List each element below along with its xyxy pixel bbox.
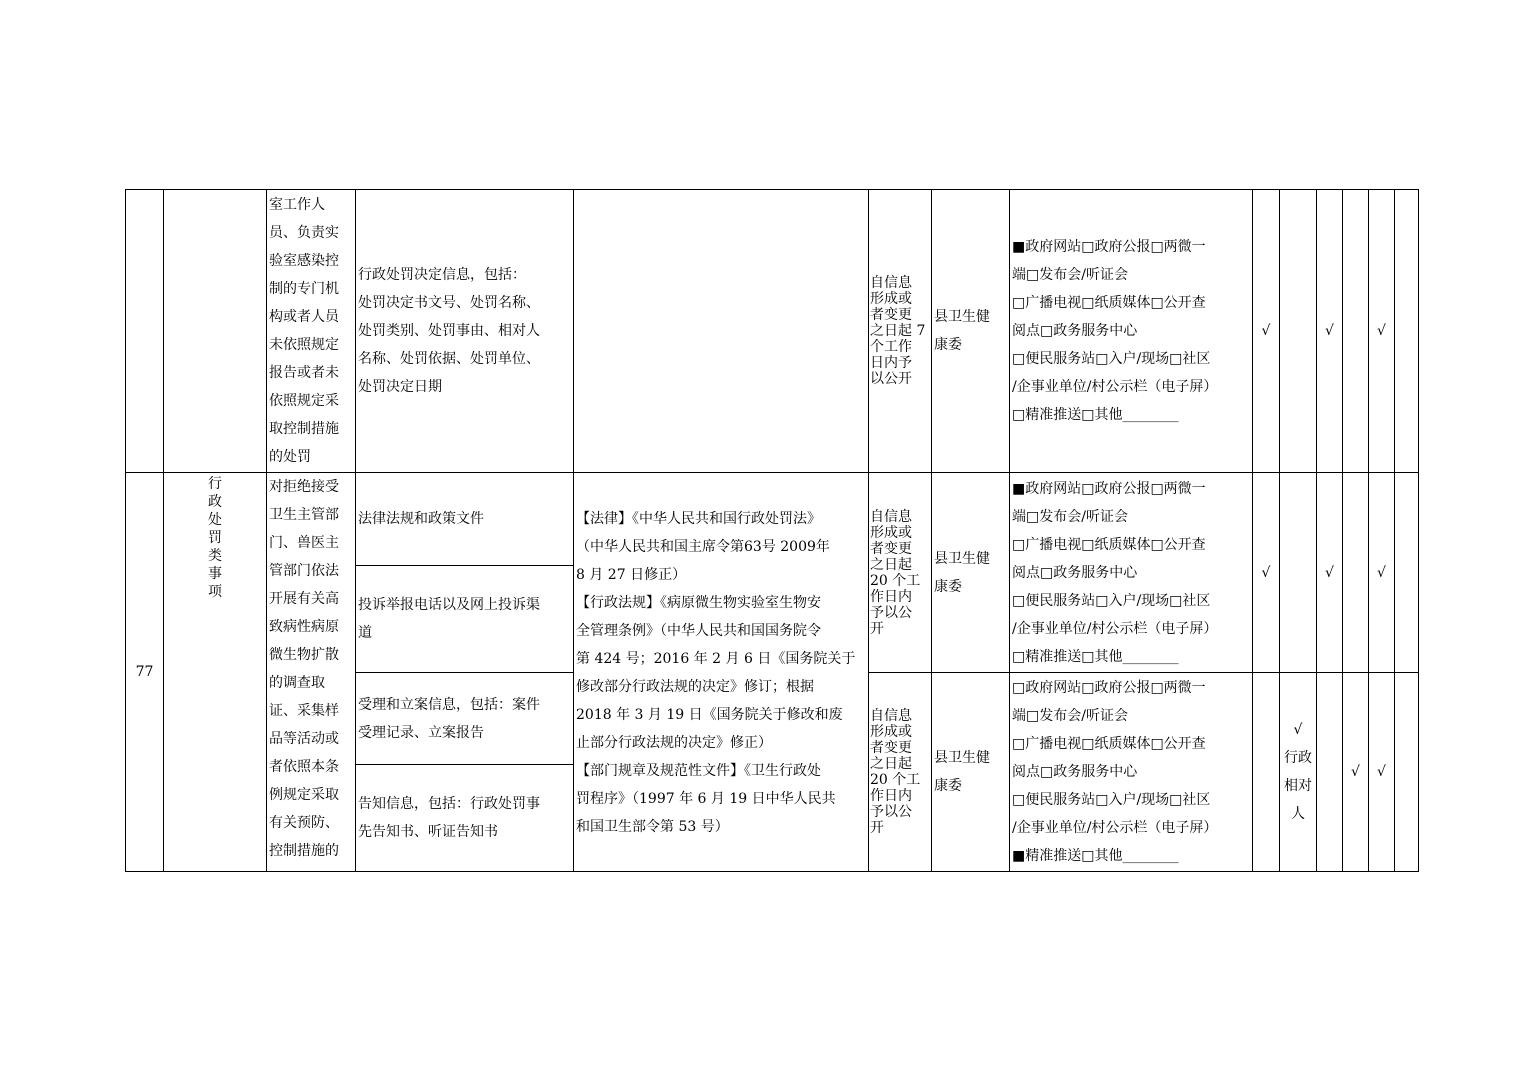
tick-cell-c [1317, 673, 1343, 872]
tick-cell-e: √ [1369, 473, 1395, 673]
disclosure-table [125, 189, 1419, 872]
info-cell: 法律法规和政策文件 [356, 473, 574, 566]
tick-cell-d [1343, 473, 1369, 673]
table-row [126, 190, 1419, 473]
tick-cell-c: √ [1317, 473, 1343, 673]
tick-cell-a: √ [1253, 190, 1280, 473]
tick-cell-f [1395, 473, 1419, 673]
basis-cell: 【法律】《中华人民共和国行政处罚法》 （中华人民共和国主席令第63号 2009年 8 月 27 日修正） 【行政法规】《病原微生物实验室生物安 全管理条例》（中华人民共和国国务院令 第 424 号；2016 年 2 月 6 日《国务院关于 修改部分行政法规的决定》修订；根据 2018 年 3 月 19 日《国务院关于修改和废 止部分行政法规的决定》修正） 【部门规章及规范性文件】《卫生行政处 罚程序》（1997 年 6 月 19 日中华人民共 和国卫生部令第 53 号） [574, 473, 869, 872]
dept-cell: 县卫生健 康委 [932, 673, 1010, 872]
category-cell [164, 190, 267, 473]
tick-cell-a [1253, 673, 1280, 872]
channels-cell: ■政府网站□政府公报□两微一 端□发布会/听证会 □广播电视□纸质媒体□公开查 阅点□政务服务中心 □便民服务站□入户/现场□社区 /企事业单位/村公示栏（电子屏） □精准推送□其他________ [1010, 473, 1253, 673]
tick-cell-a: √ [1253, 473, 1280, 673]
tick-cell-e: √ [1369, 190, 1395, 473]
channels-cell: ■政府网站□政府公报□两微一 端□发布会/听证会 □广播电视□纸质媒体□公开查 阅点□政务服务中心 □便民服务站□入户/现场□社区 /企事业单位/村公示栏（电子屏） □精准推送□其他________ [1010, 190, 1253, 473]
tick-cell-f [1395, 190, 1419, 473]
tick-cell-f [1395, 673, 1419, 872]
dept-cell: 县卫生健 康委 [932, 190, 1010, 473]
tick-cell-c: √ [1317, 190, 1343, 473]
dept-cell: 县卫生健 康委 [932, 473, 1010, 673]
basis-cell [574, 190, 869, 473]
tick-cell-b: √ 行政 相对 人 [1280, 673, 1317, 872]
period-cell: 自信息 形成或 者变更 之日起 7 个工作 日内予 以公开 [869, 190, 932, 473]
table-row [126, 473, 1419, 566]
tick-cell-d: √ [1343, 673, 1369, 872]
info-cell: 告知信息，包括：行政处罚事 先告知书、听证告知书 [356, 765, 574, 872]
info-cell: 受理和立案信息，包括：案件 受理记录、立案报告 [356, 673, 574, 765]
info-cell: 行政处罚决定信息，包括： 处罚决定书文号、处罚名称、 处罚类别、处罚事由、相对人 名称、处罚依据、处罚单位、 处罚决定日期 [356, 190, 574, 473]
item-number: 77 [126, 473, 164, 872]
tick-cell-b [1280, 473, 1317, 673]
info-cell: 投诉举报电话以及网上投诉渠 道 [356, 566, 574, 673]
matter-cell: 室工作人 员、负责实 验室感染控 制的专门机 构或者人员 未依照规定 报告或者未 依照规定采 取控制措施 的处罚 [267, 190, 356, 473]
channels-cell: □政府网站□政府公报□两微一 端□发布会/听证会 □广播电视□纸质媒体□公开查 阅点□政务服务中心 □便民服务站□入户/现场□社区 /企事业单位/村公示栏（电子屏） ■精准推送□其他________ [1010, 673, 1253, 872]
period-cell: 自信息 形成或 者变更 之日起 20 个工 作日内 予以公 开 [869, 473, 932, 673]
category-cell [164, 473, 267, 872]
tick-cell-e: √ [1369, 673, 1395, 872]
number-cell [126, 190, 164, 473]
period-cell: 自信息 形成或 者变更 之日起 20 个工 作日内 予以公 开 [869, 673, 932, 872]
tick-cell-b [1280, 190, 1317, 473]
category-label: 行政处罚类事项 [208, 476, 222, 600]
matter-cell: 对拒绝接受 卫生主管部 门、兽医主 管部门依法 开展有关高 致病性病原 微生物扩散 的调查取 证、采集样 品等活动或 者依照本条 例规定采取 有关预防、 控制措施的 [267, 473, 356, 872]
tick-cell-d [1343, 190, 1369, 473]
